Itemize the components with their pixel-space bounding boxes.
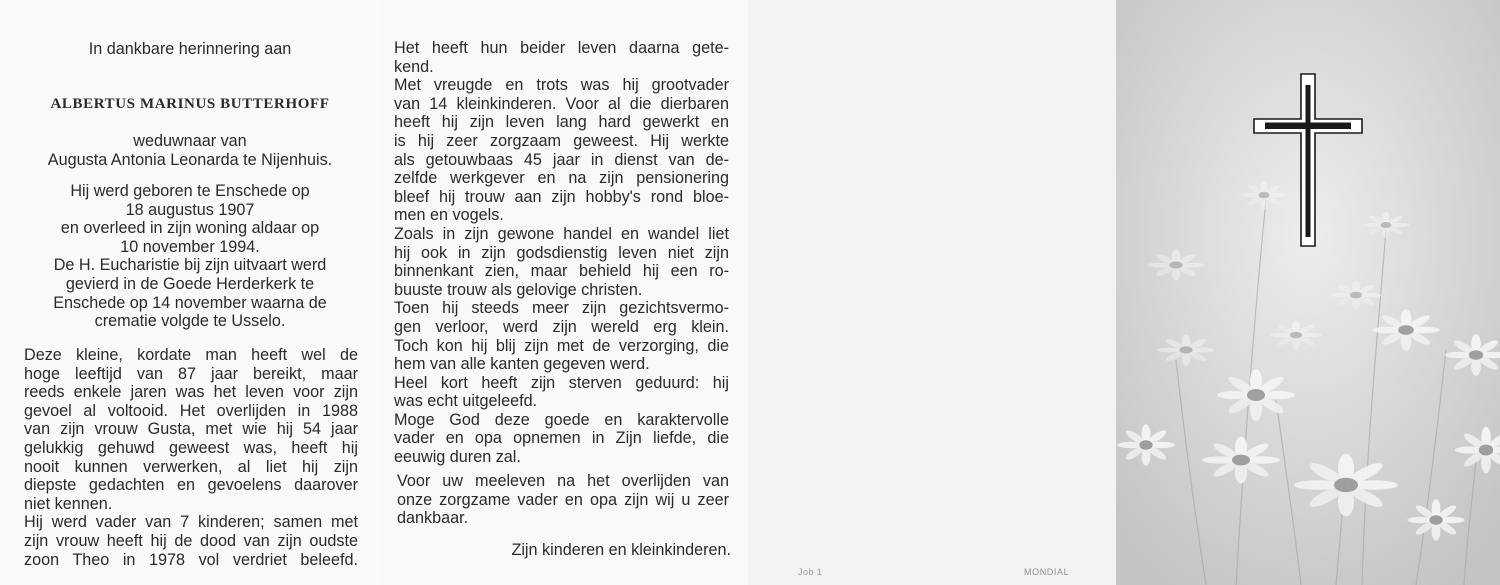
birth-line: gevierd in de Goede Herderkerk te [65,274,315,293]
text-line: Met vreugde en trots was hij grootvader [394,76,729,95]
text-line: onze zorgzame vader en opa zijn wij u zeer [397,490,729,509]
text-line: hij ook in zijn godsdienstig leven niet zijn [394,243,729,262]
cross-icon [1253,73,1363,247]
text-line: gelukkig gehuwd geweest was, heeft hij [24,438,358,457]
text-line: zijn vrouw heeft hij de dood van zijn oudste [24,531,358,550]
thanks-paragraph [397,472,729,528]
birth-line: en overleed in zijn woning aldaar op [60,219,320,238]
widower-line: weduwnaar van [133,132,247,150]
text-line: Toch kon hij blij zijn met de verzorging, die [394,336,729,355]
middle-text-panel [380,0,748,585]
birth-line: 18 augustus 1907 [125,200,255,219]
text-line: heeft hij zijn leven lang hard gewerkt en [394,113,729,132]
intro-line: In dankbare herinnering aan [88,40,292,58]
text-line: niet kennen. [24,494,113,513]
text-line: nooit kunnen verwerken, al liet hij zijn [24,457,358,476]
text-line: Zoals in zijn gewone handel en wandel liet [394,224,729,243]
biography-paragraph-1 [24,346,358,569]
birth-line: crematie volgde te Usselo. [94,312,286,331]
text-line: dankbaar. [397,509,469,528]
text-line: hoge leeftijd van 87 jaar bereikt, maar [24,364,358,383]
birth-death-block [0,182,380,331]
widower-block [0,132,380,169]
text-line: reeds enkele jaren was het leven voor zijn [24,383,358,402]
text-line: was echt uitgeleefd. [394,392,538,411]
text-line: hem van alle kanten gegeven werd. [394,355,650,374]
left-text-panel [0,0,380,585]
text-line: vader en opa opnemen in Zijn liefde, die [394,429,729,448]
text-line: Moge God deze goede en karaktervolle [394,410,729,429]
signature-line: Zijn kinderen en kleinkinderen. [511,541,731,559]
text-line: Heel kort heeft zijn sterven geduurd: hij [394,373,729,392]
widower-line: Augusta Antonia Leonarda te Nijenhuis. [47,150,333,169]
text-line: gen verloor, werd zijn wereld erg klein. [394,317,729,336]
blank-back-panel [748,0,1116,585]
biography-paragraph-2 [394,39,729,467]
birth-line: Hij werd geboren te Enschede op [70,182,310,200]
deceased-name: ALBERTUS MARINUS BUTTERHOFF [50,96,330,112]
birth-line: 10 november 1994. [120,237,260,256]
birth-line: De H. Eucharistie bij zijn uitvaart werd [53,256,327,275]
text-line: binnenkant zien, maar behield hij een ro- [394,262,729,281]
text-line: van zijn vrouw Gusta, met wie hij 54 jaar [24,420,358,439]
text-line: Voor uw meeleven na het overlijden van [397,472,729,490]
text-line: Deze kleine, kordate man heeft wel de [24,346,358,364]
text-line: men en vogels. [394,206,504,225]
text-line: diepste gedachten en gevoelens daarover [24,476,358,495]
birth-line: Enschede op 14 november waarna de [53,293,327,312]
text-line: bleef hij trouw aan zijn hobby's rond bloe- [394,187,729,206]
text-line: zelfde werkgever en na zijn pensionering [394,169,729,188]
text-line: kend. [394,57,434,76]
text-line: Toen hij steeds meer zijn gezichtsvermo- [394,299,729,318]
text-line: Het heeft hun beider leven daarna gete- [394,39,729,57]
text-line: gevoel al voltooid. Het overlijden in 1988 [24,401,358,420]
text-line: van 14 kleinkinderen. Voor al die dierbaren [394,94,729,113]
text-line: als getouwbaas 45 jaar in dienst van de- [394,150,729,169]
text-line: Hij werd vader van 7 kinderen; samen met [24,513,358,532]
print-job-mark: Job 1 [798,567,823,577]
text-line: buuste trouw als gelovige christen. [394,280,643,299]
text-line: is hij zeer zorgzaam geweest. Hij werkte [394,131,729,150]
text-line: eeuwig duren zal. [394,448,521,467]
text-line: zoon Theo in 1978 vol verdriet beleefd. [24,550,358,569]
printer-brand-mark: MONDIAL [1024,567,1070,577]
